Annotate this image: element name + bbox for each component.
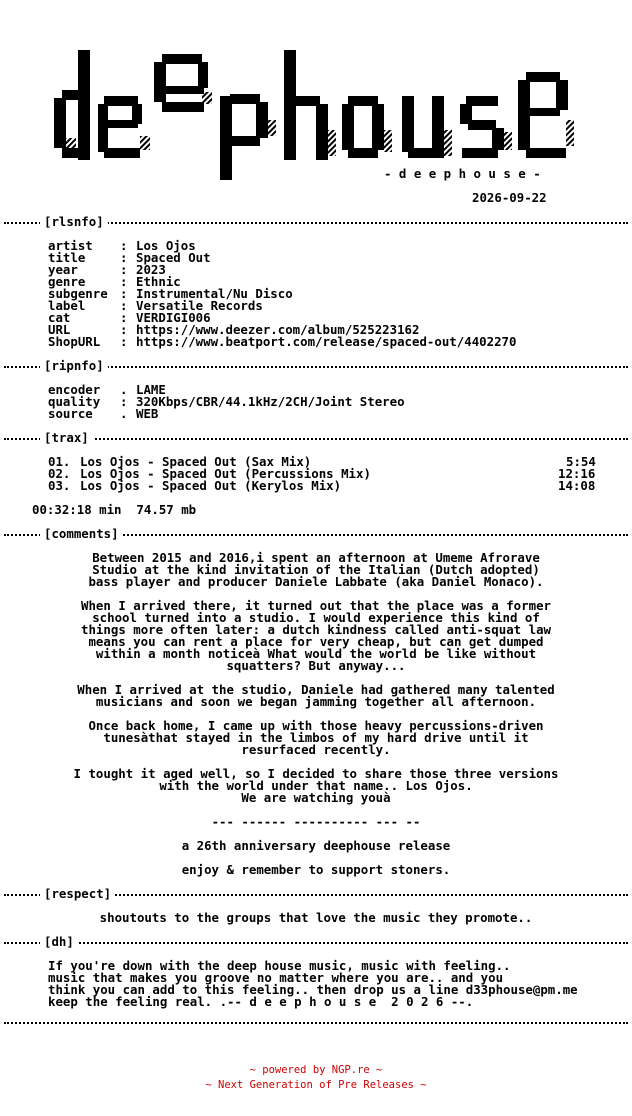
logo-letter-e2: [154, 54, 212, 112]
section-divider: [4, 438, 628, 441]
section-divider-bottom: [4, 1022, 628, 1025]
track-title: Los Ojos - Spaced Out (Percussions Mix): [80, 466, 371, 481]
track-title: Los Ojos - Spaced Out (Kerylos Mix): [80, 478, 342, 493]
info-key: label: [48, 298, 86, 313]
dh-line: If you're down with the deep house music, music with feeling..: [48, 958, 511, 973]
info-sep: :: [120, 310, 128, 325]
dh-line: music that makes you groove no matter where you are.. and you: [48, 970, 504, 985]
track-time: 5:54: [566, 454, 596, 469]
comment-line: school turned into a studio. I would experience this kind of: [92, 610, 540, 625]
info-sep: :: [120, 322, 128, 337]
section-title-respect: [respect]: [40, 888, 115, 900]
enjoy-line: enjoy & remember to support stoners.: [181, 862, 451, 877]
comment-line: squatters? But anyway...: [226, 658, 406, 673]
footer-tagline: ~ Next Generation of Pre Releases ~: [205, 1079, 427, 1091]
info-sep: :: [120, 262, 128, 277]
comment-line: bass player and producer Daniele Labbate (aka Daniel Monaco).: [88, 574, 544, 589]
info-value: 2023: [136, 262, 166, 277]
dh-line: think you can add to this feeling.. then drop us a line d33phouse@pm.me: [48, 982, 578, 997]
comment-line: means you can rent a place for very cheap, but can get dumped: [88, 634, 544, 649]
info-sep: :: [120, 394, 128, 409]
info-key: title: [48, 250, 86, 265]
logo-letter-s: [460, 96, 512, 158]
info-key: quality: [48, 394, 101, 409]
comment-line: When I arrived there, it turned out that the place was a former: [81, 598, 551, 613]
info-value: WEB: [136, 406, 159, 421]
track-title: Los Ojos - Spaced Out (Sax Mix): [80, 454, 312, 469]
info-sep: :: [120, 286, 128, 301]
section-title-rlsnfo: [rlsnfo]: [40, 216, 108, 228]
section-title-ripnfo: [ripnfo]: [40, 360, 108, 372]
info-value: VERDIGI006: [136, 310, 211, 325]
track-number: 02.: [48, 466, 71, 481]
info-value: Versatile Records: [136, 298, 263, 313]
comment-dashes: --- ------ ---------- --- --: [211, 814, 421, 829]
info-key: encoder: [48, 382, 101, 397]
info-sep: .: [120, 382, 128, 397]
comment-line: musicians and soon we began jamming together all afternoon.: [95, 694, 537, 709]
logo-art: [52, 20, 582, 180]
info-key: year: [48, 262, 78, 277]
info-key: subgenre: [48, 286, 108, 301]
comment-line: I tought it aged well, so I decided to share those three versions: [73, 766, 559, 781]
info-key: URL: [48, 322, 71, 337]
comment-line: We are watching youà: [241, 790, 391, 805]
section-title-comments: [comments]: [40, 528, 123, 540]
logo-letter-p: [220, 94, 276, 180]
info-value: 320Kbps/CBR/44.1kHz/2CH/Joint Stereo: [136, 394, 405, 409]
comment-line: Between 2015 and 2016,i spent an afternoon at Umeme Afrorave: [92, 550, 540, 565]
comment-line: Studio at the kind invitation of the Italian (Dutch adopted): [92, 562, 540, 577]
section-divider: [4, 942, 628, 945]
info-sep: :: [120, 238, 128, 253]
comment-line: resurfaced recently.: [241, 742, 391, 757]
info-url-link[interactable]: https://www.deezer.com/album/525223162: [136, 322, 420, 337]
release-date: 2026-09-22: [472, 190, 547, 205]
logo-letter-o: [342, 96, 392, 158]
logo-letter-h: [284, 50, 336, 160]
logo-subtitle: - d e e p h o u s e -: [384, 166, 541, 181]
info-shopurl-link[interactable]: https://www.beatport.com/release/spaced-out/4402270: [136, 334, 517, 349]
comment-line: with the world under that name.. Los Ojos.: [159, 778, 473, 793]
info-key: cat: [48, 310, 71, 325]
dh-line: keep the feeling real. .-- d e e p h o u s e 2 0 2 6 --.: [48, 994, 474, 1009]
comment-line: within a month noticeà What would the world be like without: [95, 646, 537, 661]
info-value: Spaced Out: [136, 250, 211, 265]
info-sep: .: [120, 406, 128, 421]
track-number: 03.: [48, 478, 71, 493]
logo-letter-e: [98, 96, 150, 158]
footer-powered-by[interactable]: ~ powered by NGP.re ~: [249, 1064, 383, 1076]
logo-letter-u: [402, 96, 452, 158]
info-sep: :: [120, 298, 128, 313]
info-value: LAME: [136, 382, 166, 397]
section-title-dh: [dh]: [40, 936, 78, 948]
info-key: genre: [48, 274, 86, 289]
logo-letter-e3: [518, 72, 574, 158]
info-key: source: [48, 406, 93, 421]
deephouse-logo: [52, 20, 582, 184]
comment-line: tunesàthat stayed in the limbos of my hard drive until it: [103, 730, 529, 745]
info-sep: :: [120, 250, 128, 265]
track-number: 01.: [48, 454, 71, 469]
info-key: ShopURL: [48, 334, 101, 349]
logo-letter-d: [54, 50, 90, 160]
info-value: Los Ojos: [136, 238, 196, 253]
comment-line: things more often later: a dutch kindness called anti-squat law: [81, 622, 551, 637]
track-time: 12:16: [558, 466, 596, 481]
section-title-trax: [trax]: [40, 432, 93, 444]
track-time: 14:08: [558, 478, 596, 493]
info-sep: :: [120, 274, 128, 289]
anniversary-line: a 26th anniversary deephouse release: [181, 838, 451, 853]
comment-line: When I arrived at the studio, Daniele had gathered many talented: [77, 682, 555, 697]
respect-text: shoutouts to the groups that love the music they promote..: [99, 910, 533, 925]
info-value: Ethnic: [136, 274, 181, 289]
info-key: artist: [48, 238, 93, 253]
comment-line: Once back home, I came up with those heavy percussions-driven: [88, 718, 544, 733]
total-duration-size: 00:32:18 min 74.57 mb: [32, 502, 197, 517]
info-sep: :: [120, 334, 128, 349]
info-value: Instrumental/Nu Disco: [136, 286, 293, 301]
